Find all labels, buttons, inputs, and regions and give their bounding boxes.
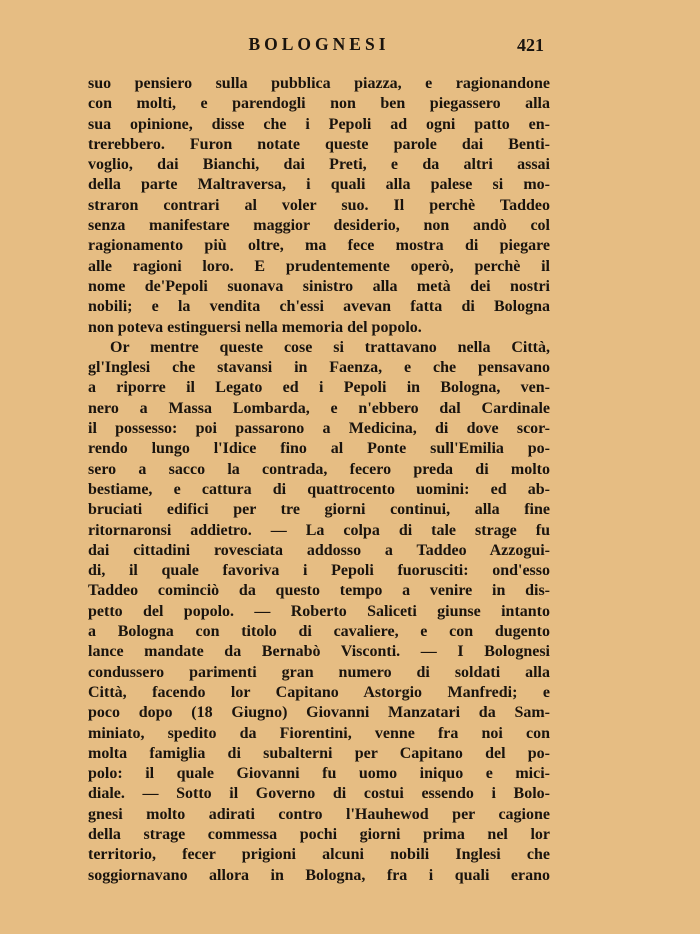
running-head (88, 34, 550, 60)
text-line: dai cittadini rovesciata addosso a Taddeo Azzogui- (88, 541, 550, 559)
text-line: condussero parimenti gran numero di soldati alla (88, 663, 550, 681)
text-line: Città, facendo lor Capitano Astorgio Manfredi; e (88, 683, 550, 701)
text-line: Or mentre queste cose si trattavano nella Città, (110, 338, 550, 356)
text-line: non poteva estinguersi nella memoria del popolo. (88, 318, 422, 336)
text-line: miniato, spedito da Fiorentini, venne fra noi con (88, 724, 550, 742)
text-line: di, il quale favoriva i Pepoli fuorusciti: ond'esso (88, 562, 550, 580)
running-title: BOLOGNESI (248, 34, 390, 54)
text-line: diale. — Sotto il Governo di costui essendo i Bolo- (88, 785, 550, 803)
text-line: a Bologna con titolo di cavaliere, e con dugento (88, 623, 550, 641)
text-line: a riporre il Legato ed i Pepoli in Bologna, ven- (88, 379, 550, 397)
text-line: bruciati edifici per tre giorni continui, alla fine (88, 501, 550, 519)
text-line: straron contrari al voler suo. Il perchè Taddeo (88, 196, 550, 214)
text-line: gl'Inglesi che stavansi in Faenza, e che pensavano (88, 359, 550, 377)
text-line: nome de'Pepoli suonava sinistro alla metà dei nostri (88, 277, 550, 295)
text-line: senza manifestare maggior desiderio, non andò col (88, 217, 550, 235)
text-line: sua opinione, disse che i Pepoli ad ogni patto en- (88, 115, 550, 133)
text-line: voglio, dai Bianchi, dai Preti, e da altri assai (88, 156, 550, 174)
text-line: lance mandate da Bernabò Visconti. — I Bolognesi (88, 643, 550, 661)
text-line: della strage commessa pochi giorni prima nel lor (88, 825, 550, 843)
body-text (88, 74, 550, 886)
text-line: molta famiglia di subalterni per Capitano del po- (88, 744, 550, 762)
text-line: nero a Massa Lombarda, e n'ebbero dal Cardinale (88, 399, 550, 417)
text-line: soggiornavano allora in Bologna, fra i quali erano (88, 866, 550, 884)
text-line: Taddeo cominciò da questo tempo a venire in dis- (88, 582, 550, 600)
text-line: alle ragioni loro. E prudentemente operò, perchè il (88, 257, 550, 275)
text-line: gnesi molto adirati contro l'Hauhewod per cagione (88, 805, 550, 823)
page-number: 421 (517, 35, 544, 55)
text-line: polo: il quale Giovanni fu uomo iniquo e mici- (88, 765, 550, 783)
text-line: il possesso: poi passarono a Medicina, di dove scor- (88, 420, 550, 438)
text-line: nobili; e la vendita ch'essi avevan fatta di Bologna (88, 298, 550, 316)
text-line: territorio, fecer prigioni alcuni nobili Inglesi che (88, 846, 550, 864)
text-line: sero a sacco la contrada, fecero preda di molto (88, 460, 550, 478)
text-line: ragionamento più oltre, ma fece mostra di piegare (88, 237, 550, 255)
text-line: suo pensiero sulla pubblica piazza, e ragionandone (88, 75, 550, 92)
text-line: ritornaronsi addietro. — La colpa di tale strage fu (88, 521, 550, 539)
text-line: bestiame, e cattura di quattrocento uomini: ed ab- (88, 480, 550, 498)
text-line: rendo lungo l'Idice fino al Ponte sull'Emilia po- (88, 440, 550, 458)
text-line: della parte Maltraversa, i quali alla palese si mo- (88, 176, 550, 194)
text-line: trerebbero. Furon notate queste parole dai Benti- (88, 135, 550, 153)
text-line: con molti, e parendogli non ben piegassero alla (88, 95, 550, 113)
text-line: petto del popolo. — Roberto Saliceti giunse intanto (88, 602, 550, 620)
text-line: poco dopo (18 Giugno) Giovanni Manzatari da Sam- (88, 704, 550, 722)
